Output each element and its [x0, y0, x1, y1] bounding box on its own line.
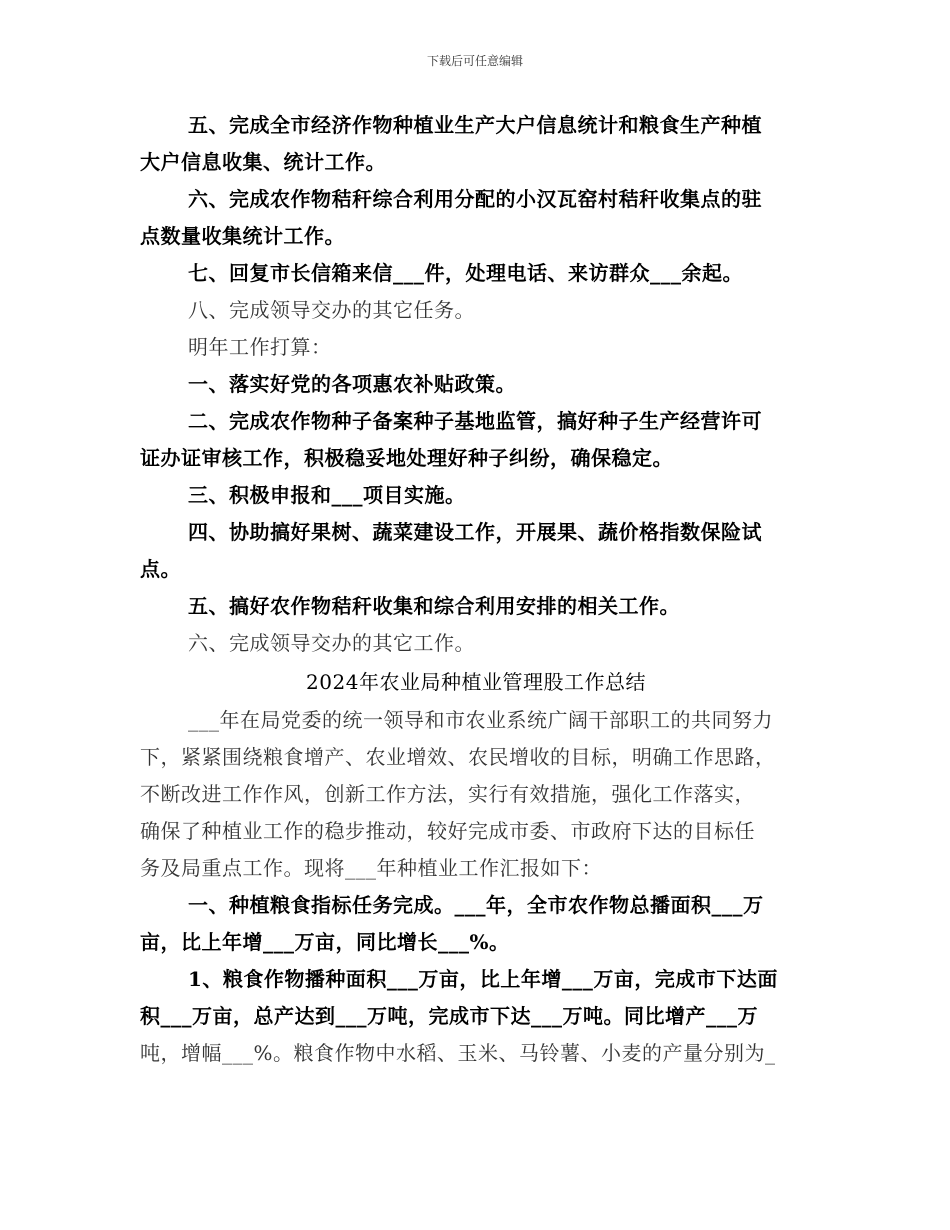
paragraph-line: ___年在局党委的统一领导和市农业系统广阔干部职工的共同努力	[188, 708, 773, 732]
paragraph-line: 一、落实好党的各项惠农补贴政策。	[188, 372, 516, 396]
paragraph-line: 点。	[140, 557, 181, 581]
header-note: 下载后可任意编辑	[426, 54, 523, 68]
paragraph-line: 证办证审核工作，积极稳妥地处理好种子纠纷，确保稳定。	[140, 446, 673, 470]
paragraph-line: 三、积极申报和___项目实施。	[188, 483, 466, 507]
document-title: 2024年农业局种植业管理股工作总结	[306, 670, 646, 694]
paragraph-line: 务及局重点工作。现将___年种植业工作汇报如下：	[140, 856, 602, 880]
paragraph-line: 四、协助搞好果树、蔬菜建设工作，开展果、蔬价格指数保险试	[188, 520, 762, 544]
paragraph-line: 明年工作打算：	[188, 335, 332, 359]
paragraph-line: 下，紧紧围绕粮食增产、农业增效、农民增收的目标，明确工作思路，	[140, 745, 776, 769]
paragraph-line: 确保了种植业工作的稳步推动，较好完成市委、市政府下达的目标任	[140, 819, 755, 843]
paragraph-line: 1、粮食作物播种面积___万亩，比上年增___万亩，完成市下达面	[188, 967, 778, 991]
paragraph-line: 亩，比上年增___万亩，同比增长___%。	[140, 930, 510, 954]
paragraph-line: 不断改进工作作风，创新工作方法，实行有效措施，强化工作落实，	[140, 782, 755, 806]
paragraph-line: 五、搞好农作物秸秆收集和综合利用安排的相关工作。	[188, 594, 680, 618]
paragraph-line: 五、完成全市经济作物种植业生产大户信息统计和粮食生产种植	[188, 113, 762, 137]
paragraph-line: 七、回复市长信箱来信___件，处理电话、来访群众___余起。	[188, 261, 743, 285]
paragraph-line: 吨，增幅___%。粮食作物中水稻、玉米、马铃薯、小麦的产量分别为_	[140, 1041, 776, 1065]
paragraph-line: 大户信息收集、统计工作。	[140, 150, 386, 174]
paragraph-line: 一、种植粮食指标任务完成。___年，全市农作物总播面积___万	[188, 893, 764, 917]
section-previous-work	[140, 107, 812, 662]
paragraph-line: 六、完成农作物秸秆综合利用分配的小汉瓦窑村秸秆收集点的驻	[188, 187, 762, 211]
section-summary	[140, 702, 812, 1072]
paragraph-line: 六、完成领导交办的其它工作。	[188, 631, 475, 655]
paragraph-line: 二、完成农作物种子备案种子基地监管，搞好种子生产经营许可	[188, 409, 762, 433]
document-page	[140, 107, 812, 1072]
paragraph-line: 八、完成领导交办的其它任务。	[188, 298, 475, 322]
paragraph-line: 点数量收集统计工作。	[140, 224, 345, 248]
paragraph-line: 积___万亩，总产达到___万吨，完成市下达___万吨。同比增产___万	[140, 1004, 758, 1028]
